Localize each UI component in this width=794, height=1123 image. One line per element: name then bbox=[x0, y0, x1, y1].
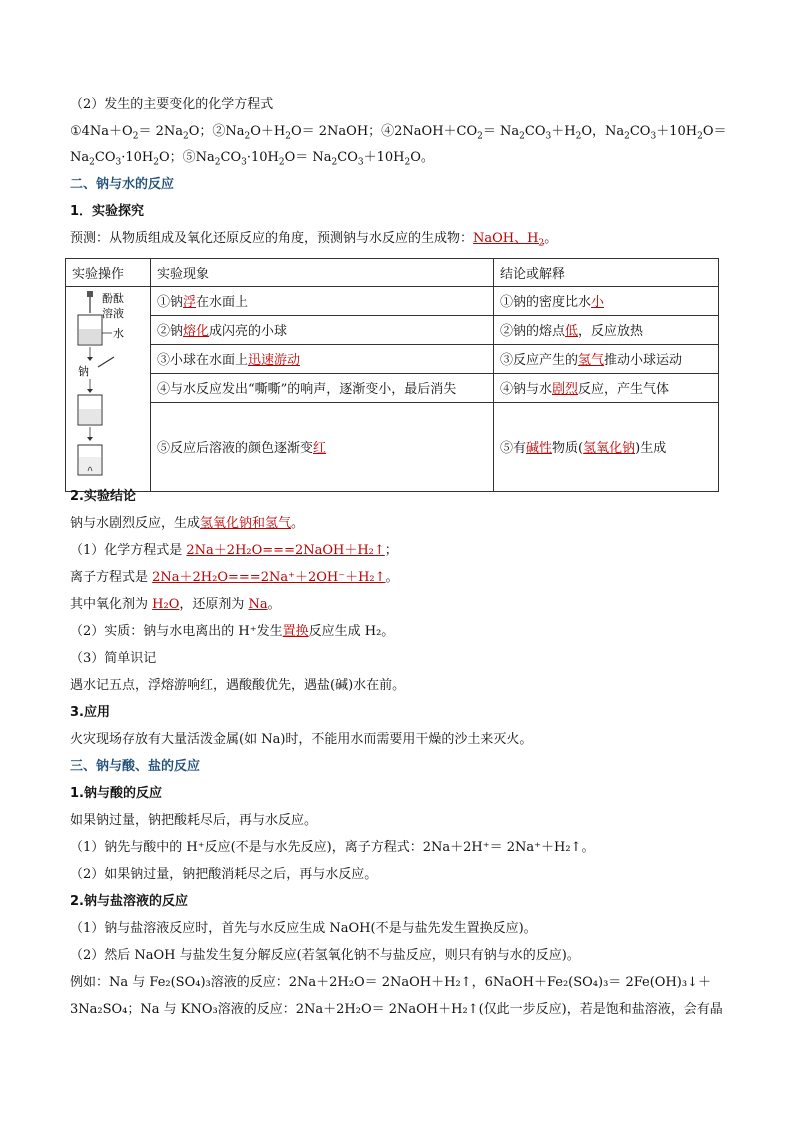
experiment-table bbox=[65, 258, 719, 492]
subsection-title: 2.钠与盐溶液的反应 bbox=[70, 894, 188, 909]
phenomenon-cell: ①钠浮在水面上 bbox=[151, 287, 494, 316]
conclusion-cell: ②钠的熔点低，反应放热 bbox=[494, 315, 719, 344]
table-header-cell: 结论或解释 bbox=[494, 259, 719, 287]
table-row bbox=[66, 315, 719, 344]
application-text: 火灾现场存放有大量活泼金属(如 Na)时，不能用水而需要用干燥的沙土来灭火。 bbox=[70, 732, 533, 747]
section-heading: （2）发生的主要变化的化学方程式 bbox=[70, 97, 274, 112]
phenomenon-cell: ③小球在水面上迅速游动 bbox=[151, 344, 494, 373]
subsection-title: 3.应用 bbox=[70, 705, 110, 720]
conclusion-cell: ①钠的密度比水小 bbox=[494, 287, 719, 316]
prediction-line: 预测：从物质组成及氧化还原反应的角度，预测钠与水反应的生成物：NaOH、$H_2$。 bbox=[70, 231, 558, 249]
paragraph: 如果钠过量，钠把酸耗尽后，再与水反应。 bbox=[70, 813, 318, 828]
table-header-row bbox=[66, 259, 719, 287]
chemical-equation-line: （1）化学方程式是 2Na＋2H₂O===2NaOH＋H₂↑； bbox=[70, 543, 398, 558]
table-header-cell: 实验现象 bbox=[151, 259, 494, 287]
phenolphthalein-label: 酚酞 bbox=[102, 292, 124, 305]
phenomenon-cell: ②钠熔化成闪亮的小球 bbox=[151, 315, 494, 344]
table-row bbox=[66, 373, 719, 402]
oxidant-line: 其中氧化剂为 H₂O，还原剂为 Na。 bbox=[70, 597, 281, 612]
conclusion-cell: ④钠与水剧烈反应，产生气体 bbox=[494, 373, 719, 402]
answer-blank: NaOH、$H_2$ bbox=[473, 231, 545, 249]
section-title-3: 三、钠与酸、盐的反应 bbox=[70, 759, 201, 774]
subsection-title: 1.钠与酸的反应 bbox=[70, 786, 162, 801]
table-header-cell: 实验操作 bbox=[66, 259, 151, 287]
memory-text: 遇水记五点，浮熔游响红，遇酸酸优先，遇盐(碱)水在前。 bbox=[70, 678, 406, 693]
ionic-equation-line: 离子方程式是 2Na＋2H₂O===2Na⁺＋2OH⁻＋H₂↑。 bbox=[70, 570, 399, 585]
apparatus-illustration bbox=[66, 287, 151, 492]
phenomenon-cell: ⑤反应后溶液的颜色逐渐变红 bbox=[151, 402, 494, 491]
subsection-title: 1．实验探究 bbox=[70, 204, 145, 219]
conclusion-cell: ③反应产生的氢气推动小球运动 bbox=[494, 344, 719, 373]
paragraph: （2）然后 NaOH 与盐发生复分解反应(若氢氧化钠不与盐反应，则只有钠与水的反应)。 bbox=[70, 948, 580, 963]
section-title-2: 二、钠与水的反应 bbox=[70, 177, 175, 192]
memory-title: （3）简单识记 bbox=[70, 651, 157, 666]
equation-line-2: $Na_2CO_3\cdot 10H_2O$；$⑤Na_2CO_3\cdot 10H_2O= Na_2CO_3+10H_2O$。 bbox=[70, 150, 434, 168]
beaker-diagram bbox=[66, 287, 138, 487]
water-label: 水 bbox=[113, 327, 124, 340]
paragraph: 3Na₂SO₄；Na 与 KNO₃溶液的反应：2Na＋2H₂O＝ 2NaOH＋H₂↑(仅此一步反应)，若是饱和盐溶液，会有晶 bbox=[70, 1002, 723, 1017]
subsection-title: 2.实验结论 bbox=[70, 489, 136, 504]
paragraph: 例如：Na 与 Fe₂(SO₄)₃溶液的反应：2Na＋2H₂O＝ 2NaOH＋H₂↑，6NaOH＋Fe₂(SO₄)₃＝ 2Fe(OH)₃↓＋ bbox=[70, 975, 711, 990]
phenomenon-cell: ④与水反应发出“嘶嘶”的响声，逐渐变小，最后消失 bbox=[151, 373, 494, 402]
solution-label: 溶液 bbox=[102, 307, 124, 320]
sodium-label: 钠 bbox=[78, 365, 89, 378]
table-row bbox=[66, 402, 719, 491]
paragraph: （2）如果钠过量，钠把酸消耗尽之后，再与水反应。 bbox=[70, 867, 378, 882]
paragraph: （1）钠与盐溶液反应时，首先与水反应生成 NaOH(不是与盐先发生置换反应)。 bbox=[70, 921, 537, 936]
table-row bbox=[66, 287, 719, 316]
conclusion-cell: ⑤有碱性物质(氢氧化钠)生成 bbox=[494, 402, 719, 491]
table-row bbox=[66, 344, 719, 373]
conclusion-line: 钠与水剧烈反应，生成氢氧化钠和氢气。 bbox=[70, 516, 305, 531]
paragraph: （1）钠先与酸中的 H⁺反应(不是与水先反应)，离子方程式：2Na＋2H⁺＝ 2Na⁺＋H₂↑。 bbox=[70, 840, 595, 855]
equation-line-1: $①4Na+O_2= 2Na_2O$；$②Na_2O+H_2O=$ 2NaOH；$④2NaOH+CO_2= Na_2CO_3+H_2O$，$Na_2CO_3+10H_2O=$ bbox=[70, 124, 727, 142]
essence-line: （2）实质：钠与水电离出的 H⁺发生置换反应生成 H₂。 bbox=[70, 624, 395, 639]
